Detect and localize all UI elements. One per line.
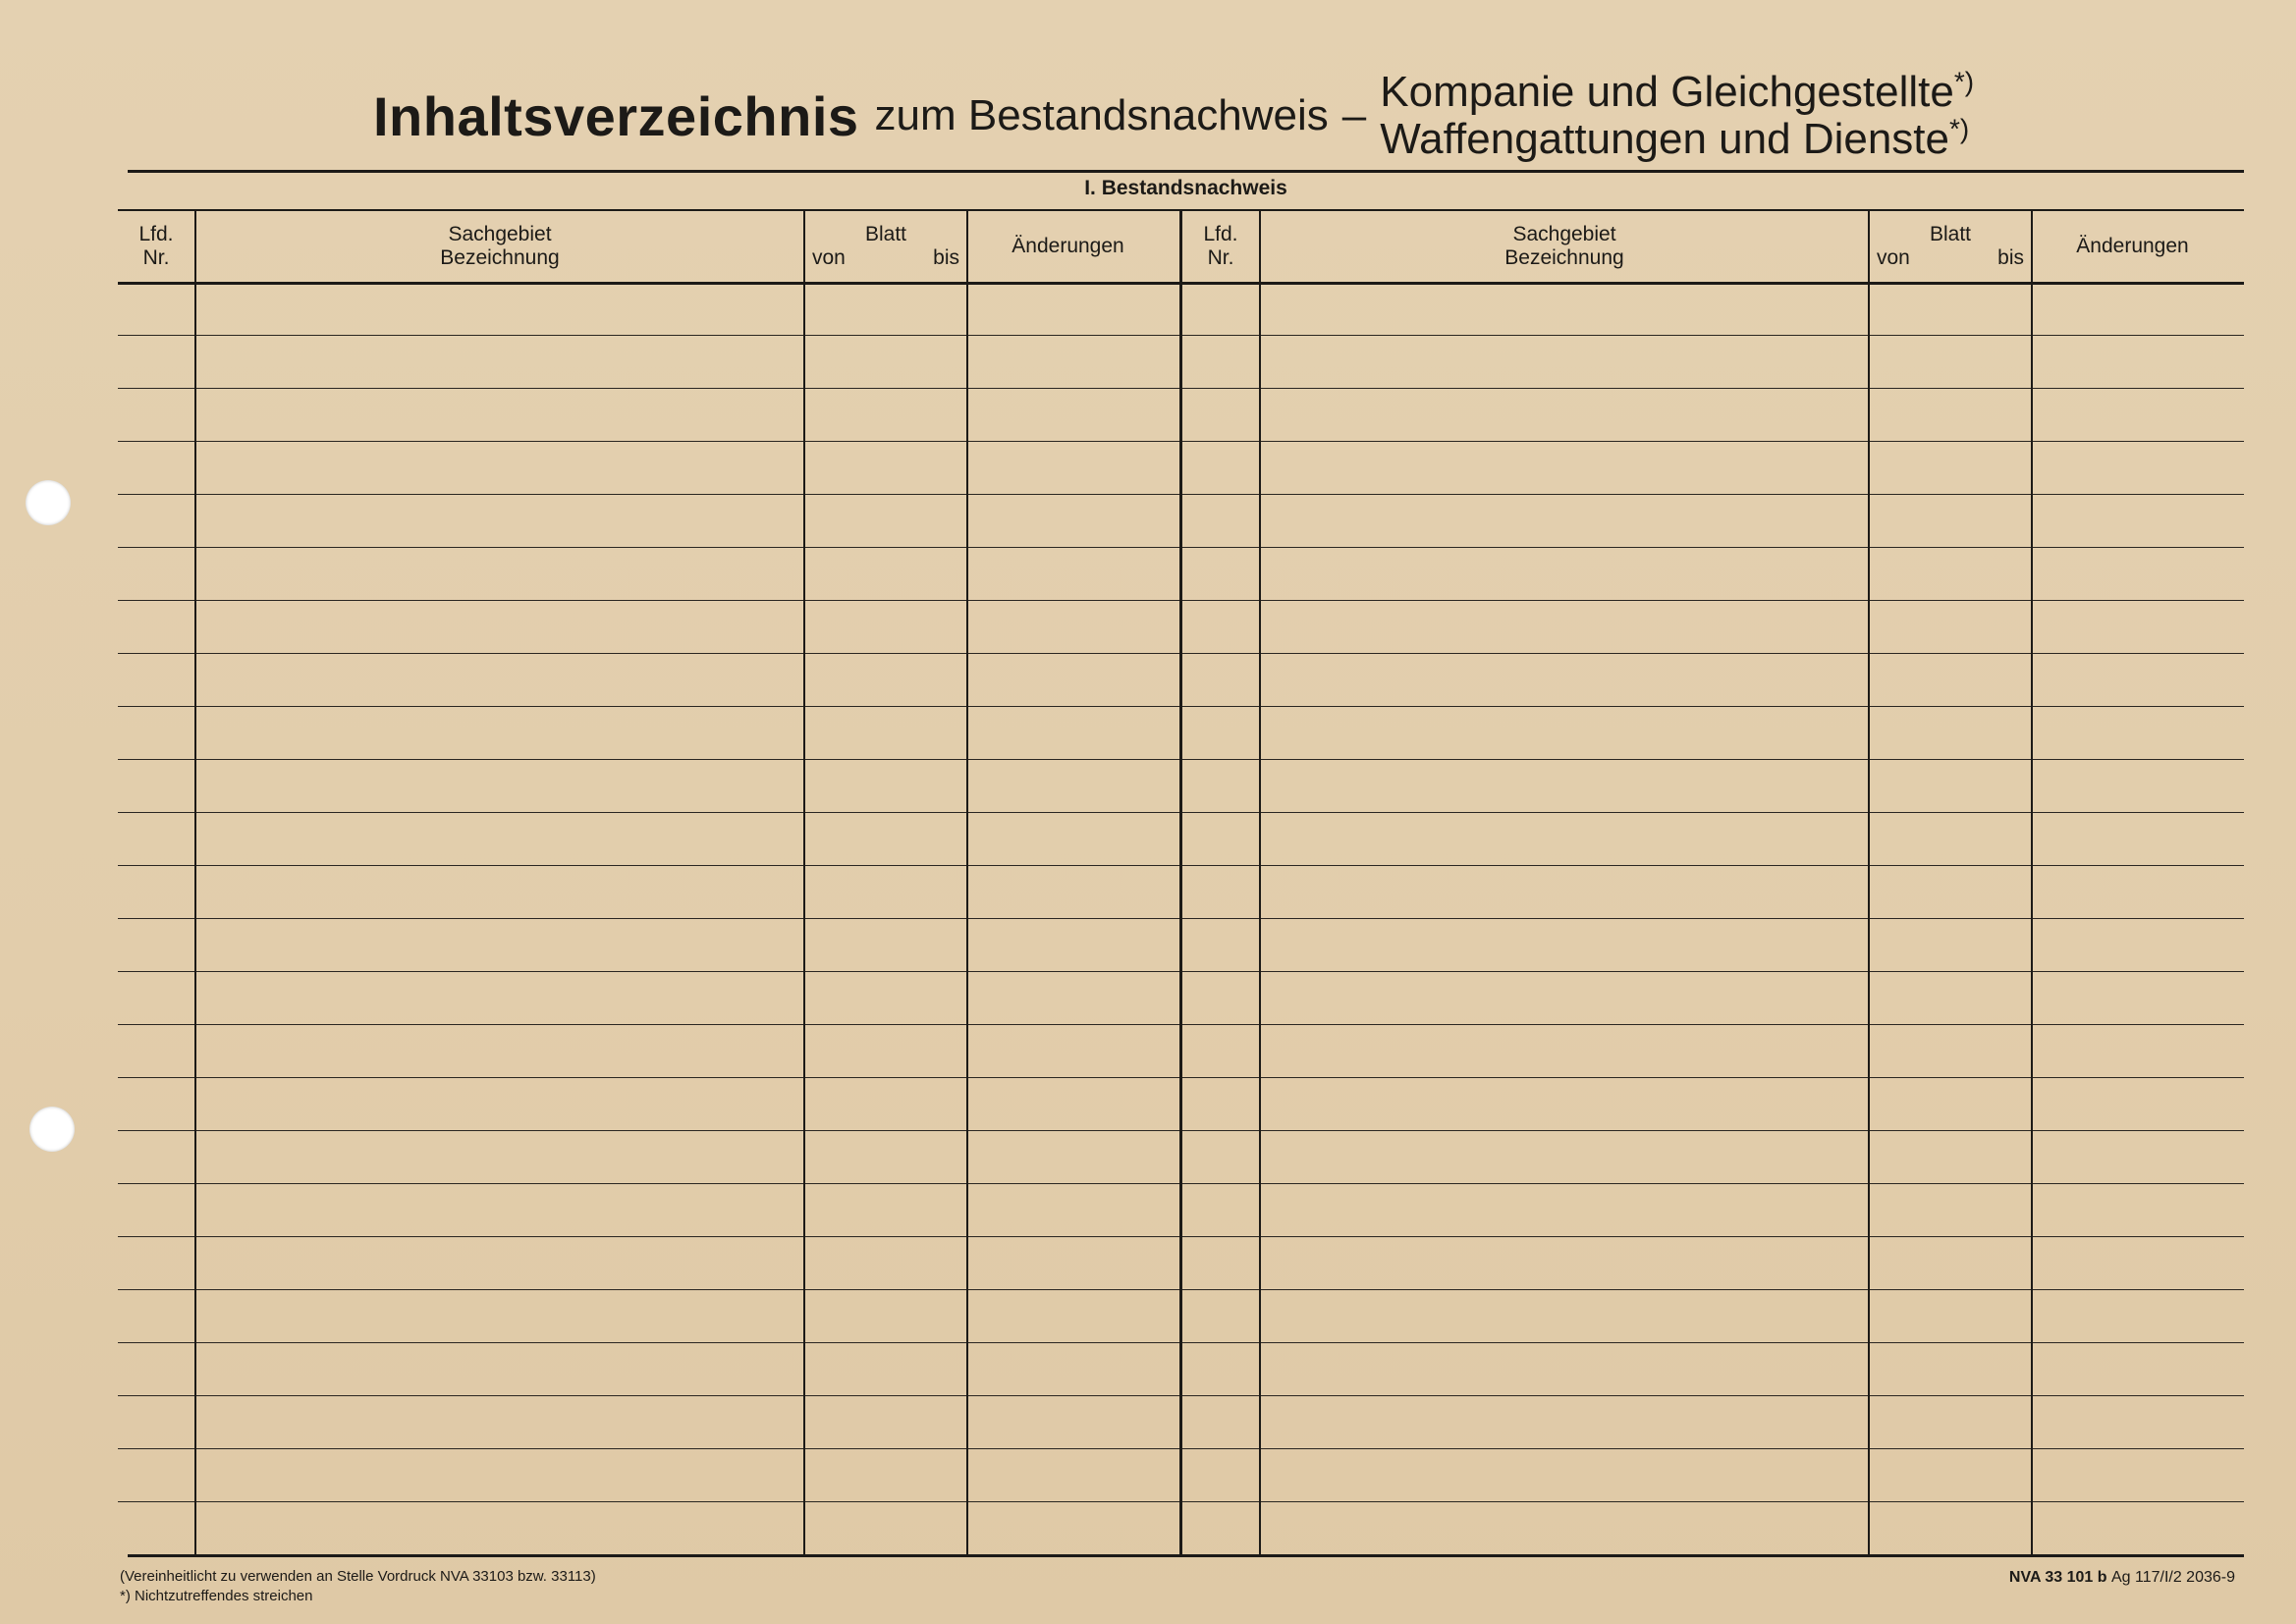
table-header <box>118 209 1179 285</box>
title-sub: zum Bestandsnachweis <box>874 91 1329 139</box>
table-row-line <box>1182 441 2244 442</box>
table-row-line <box>1182 1448 2244 1449</box>
punch-hole-bottom <box>29 1107 75 1152</box>
table-row-line <box>118 335 1179 336</box>
table-row-line <box>118 388 1179 389</box>
table-row-line <box>118 706 1179 707</box>
table-row-line <box>1182 1130 2244 1131</box>
table-row-line <box>1182 547 2244 548</box>
form-title <box>373 66 1975 163</box>
table-row-line <box>118 865 1179 866</box>
table-row-line <box>118 1342 1179 1343</box>
table-column-line <box>1259 282 1261 1554</box>
table-row-line <box>118 1024 1179 1025</box>
title-dash: – <box>1341 91 1367 139</box>
table-row-line <box>1182 706 2244 707</box>
table-row-line <box>1182 388 2244 389</box>
title-option-waffengattungen[interactable]: Waffengattungen und Dienste*) <box>1380 113 1970 163</box>
header-sachgebiet: Sachgebiet Bezeichnung <box>194 211 803 282</box>
header-lfd-nr: Lfd. Nr. <box>138 223 174 269</box>
table-body[interactable] <box>118 282 1179 1554</box>
table-row-line <box>118 1395 1179 1396</box>
table-header <box>1182 209 2244 285</box>
table-row-line <box>1182 1236 2244 1237</box>
table-row-line <box>118 971 1179 972</box>
table-half-left <box>118 209 1179 1554</box>
table-row-line <box>1182 1077 2244 1078</box>
table-column-line <box>1868 282 1870 1554</box>
section-label: I. Bestandsnachweis <box>1084 177 1287 199</box>
table-row-line <box>1182 1183 2244 1184</box>
footer-note-usage: (Vereinheitlicht zu verwenden an Stelle Vordruck NVA 33103 bzw. 33113) <box>120 1568 596 1585</box>
punch-hole-top <box>26 480 71 525</box>
table-row-line <box>118 653 1179 654</box>
header-aenderungen: Änderungen <box>2031 211 2232 282</box>
header-lfd-nr: Lfd. Nr. <box>1203 223 1238 269</box>
table-row-line <box>118 918 1179 919</box>
title-rule <box>128 170 2244 173</box>
table-row-line <box>118 1236 1179 1237</box>
table-half-right <box>1179 209 2244 1554</box>
table-row-line <box>118 759 1179 760</box>
table-row-line <box>118 1501 1179 1502</box>
bottom-rule <box>128 1554 2244 1557</box>
table-column-line <box>2031 282 2033 1554</box>
table-row-line <box>1182 1501 2244 1502</box>
table-body[interactable] <box>1182 282 2244 1554</box>
title-options <box>1380 66 1975 163</box>
table-row-line <box>118 494 1179 495</box>
table-row-line <box>1182 1289 2244 1290</box>
table-row-line <box>1182 653 2244 654</box>
header-blatt: Blatt von bis <box>803 211 966 282</box>
title-option-kompanie[interactable]: Kompanie und Gleichgestellte*) <box>1380 66 1975 116</box>
table-row-line <box>118 1183 1179 1184</box>
form-number: NVA 33 101 b <box>2008 1569 2107 1586</box>
header-blatt: Blatt von bis <box>1868 211 2031 282</box>
form-code <box>2009 1569 2235 1587</box>
table-row-line <box>1182 1395 2244 1396</box>
table-row-line <box>118 1448 1179 1449</box>
print-code: Ag 117/I/2 2036-9 <box>2110 1569 2235 1586</box>
table-row-line <box>118 1077 1179 1078</box>
table-row-line <box>1182 600 2244 601</box>
table-row-line <box>118 812 1179 813</box>
table-row-line <box>118 600 1179 601</box>
header-aenderungen: Änderungen <box>966 211 1168 282</box>
table-row-line <box>1182 1024 2244 1025</box>
table-row-line <box>118 1289 1179 1290</box>
title-main: Inhaltsverzeichnis <box>373 84 859 147</box>
table-column-line <box>803 282 805 1554</box>
table-row-line <box>118 1130 1179 1131</box>
table-row-line <box>118 441 1179 442</box>
table-row-line <box>1182 494 2244 495</box>
table-row-line <box>1182 1342 2244 1343</box>
footer-note-strike: *) Nichtzutreffendes streichen <box>120 1588 313 1604</box>
table-column-line <box>194 282 196 1554</box>
table-row-line <box>1182 918 2244 919</box>
table-row-line <box>1182 335 2244 336</box>
inventory-table <box>118 209 2244 1554</box>
header-sachgebiet: Sachgebiet Bezeichnung <box>1259 211 1868 282</box>
footer-notes <box>120 1567 596 1606</box>
table-row-line <box>1182 971 2244 972</box>
table-row-line <box>1182 865 2244 866</box>
table-row-line <box>1182 812 2244 813</box>
table-row-line <box>118 547 1179 548</box>
table-row-line <box>1182 759 2244 760</box>
table-column-line <box>966 282 968 1554</box>
